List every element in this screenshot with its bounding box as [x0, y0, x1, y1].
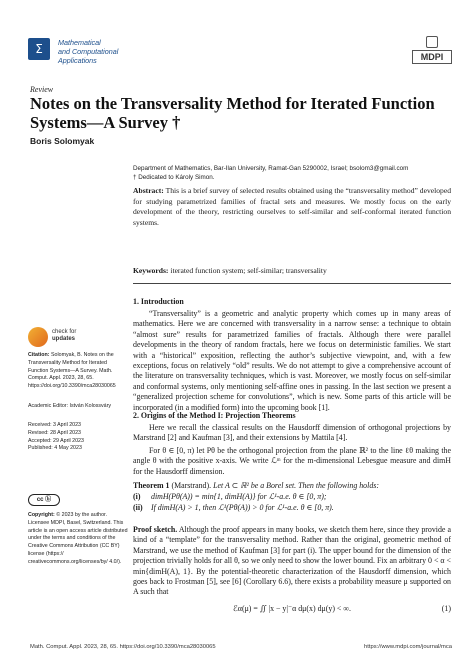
theorem-item-ii: (ii) If dimH(A) > 1, then ℒ¹(Pθ(A)) > 0 for ℒ¹-a.e. θ ∈ [0, π).: [133, 503, 334, 512]
check-for-updates-button[interactable]: check for updates: [28, 327, 88, 347]
journal-name: Mathematical and Computational Applications: [58, 38, 119, 65]
keywords: [133, 266, 451, 276]
affiliation: Department of Mathematics, Bar-Ilan University, Ramat-Gan 5290002, Israel; bsolom3@gmail.com: [133, 165, 409, 172]
article-dates: Received: 3 April 2023 Revised: 28 April 2023 Accepted: 29 April 2023 Published: 4 May 2023: [28, 422, 84, 452]
theorem-item-i: (i) dimH(Pθ(A)) = min{1, dimH(A)} for ℒ¹-a.e. θ ∈ [0, π);: [133, 492, 327, 501]
section-heading-origins: 2. Origins of the Method I: Projection Theorems: [133, 411, 296, 420]
article-author: Boris Solomyak: [30, 136, 95, 146]
keywords-text: iterated function system; self-similar; transversality: [170, 266, 327, 275]
journal-logo-icon: Σ: [28, 38, 50, 60]
divider: [133, 283, 451, 284]
theorem-1: Theorem 1 (Marstrand). Let A ⊂ ℝ² be a Borel set. Then the following holds:: [133, 481, 379, 490]
article-title: Notes on the Transversality Method for Iterated Function Systems—A Survey †: [30, 94, 435, 132]
footer-citation: Math. Comput. Appl. 2023, 28, 65. https://doi.org/10.3390/mca28030065: [30, 644, 216, 650]
introduction-paragraph: “Transversality” is a geometric and analytic property which comes up in many areas of mathematics. Here we are concerned with transversality in a narrow sense: a technique to obtain “almost sure” results for parametrized families of fractals. Although there were parallel developments in the theory of random fractals, here we focus on deterministic families. We start with a “historical” exposition, reflecting the author’s subjective viewpoint, and, with a few exceptions, focus on relatively “old” results. We do not attempt to give a comprehensive account of the literature on transversality techniques, which is vast. Moreover, we mostly focus on self-similar and conformal systems, only mentioning self-affine ones in passing. In the last section we present a “generalized projection scheme for convolutions”, which is new. Some parts of this article will be incorporated (in a modified form) into the upcoming book [1].: [133, 309, 451, 412]
citation: Citation: Solomyak, B. Notes on the Transversality Method for Iterated Function Systems—A Survey. Math. Comput. Appl. 2023, 28, 65. https://doi.org/10.3390/mca28030065: [28, 352, 116, 390]
abstract: [133, 186, 451, 228]
section2-paragraph-1: Here we recall the classical results on the Hausdorff dimension of orthogonal projections by Marstrand [2] and Kaufman [3], and their extensions by Mattila [4].: [133, 423, 451, 443]
article-type: Review: [30, 85, 54, 94]
section-heading-introduction: 1. Introduction: [133, 297, 184, 306]
dedication: † Dedicated to Károly Simon.: [133, 174, 215, 181]
check-for-updates-icon: [28, 327, 48, 347]
mdpi-logo-icon: MDPI: [412, 36, 452, 70]
abstract-text: This is a brief survey of selected results obtained using the “transversality method” developed for studying parametrized families of fractal sets and measures. We mostly focus on the early development of the theory, restricting ourselves to self-similar and self-conformal iterated function systems.: [133, 186, 451, 227]
proof-sketch: Proof sketch. Although the proof appears in many books, we sketch them here, since they provide a kind of a “template” for the transversality method. Rather than the original, geometric method of Marstrand, we use the method of Kaufman [3] for part (i). The upper bound for the dimension of the projection trivially holds for all θ, so we only need to show the lower bound. Fix an arbitrary 0 < α < min{dimH(A), 1}. By the potential-theoretic characterization of the Hausdorff dimension, which goes back to Frostman [5], see [6] (Corollary 6.6), there exists a probability measure μ supported on A such that: [133, 525, 451, 597]
copyright-notice: Copyright: © 2023 by the author. Licensee MDPI, Basel, Switzerland. This article is an open access article distributed under the terms and conditions of the Creative Commons Attribution (CC BY) license (https:// creativecommons.org/licenses/by/ 4.0/).: [28, 512, 128, 565]
section2-paragraph-2: For θ ∈ [0, π) let Pθ be the orthogonal projection from the plane ℝ² to the line ℓθ making the angle θ with the positive x-axis. We write ℒᵐ for the m-dimensional Lebesgue measure and dimH for the Hausdorff dimension.: [133, 446, 451, 476]
footer-journal-link[interactable]: https://www.mdpi.com/journal/mca: [364, 644, 452, 650]
affiliation-block: [133, 164, 453, 182]
equation-number: (1): [441, 604, 451, 613]
keywords-label: Keywords:: [133, 266, 169, 275]
academic-editor: Academic Editor: István Kolossváry: [28, 403, 112, 409]
abstract-label: Abstract:: [133, 186, 164, 195]
equation-1: ℰα(μ) = ∬ |x − y|⁻α dμ(x) dμ(y) < ∞. (1): [233, 604, 451, 613]
cc-by-license-icon[interactable]: cc ⓑ: [28, 494, 60, 506]
page-footer: [30, 644, 452, 650]
